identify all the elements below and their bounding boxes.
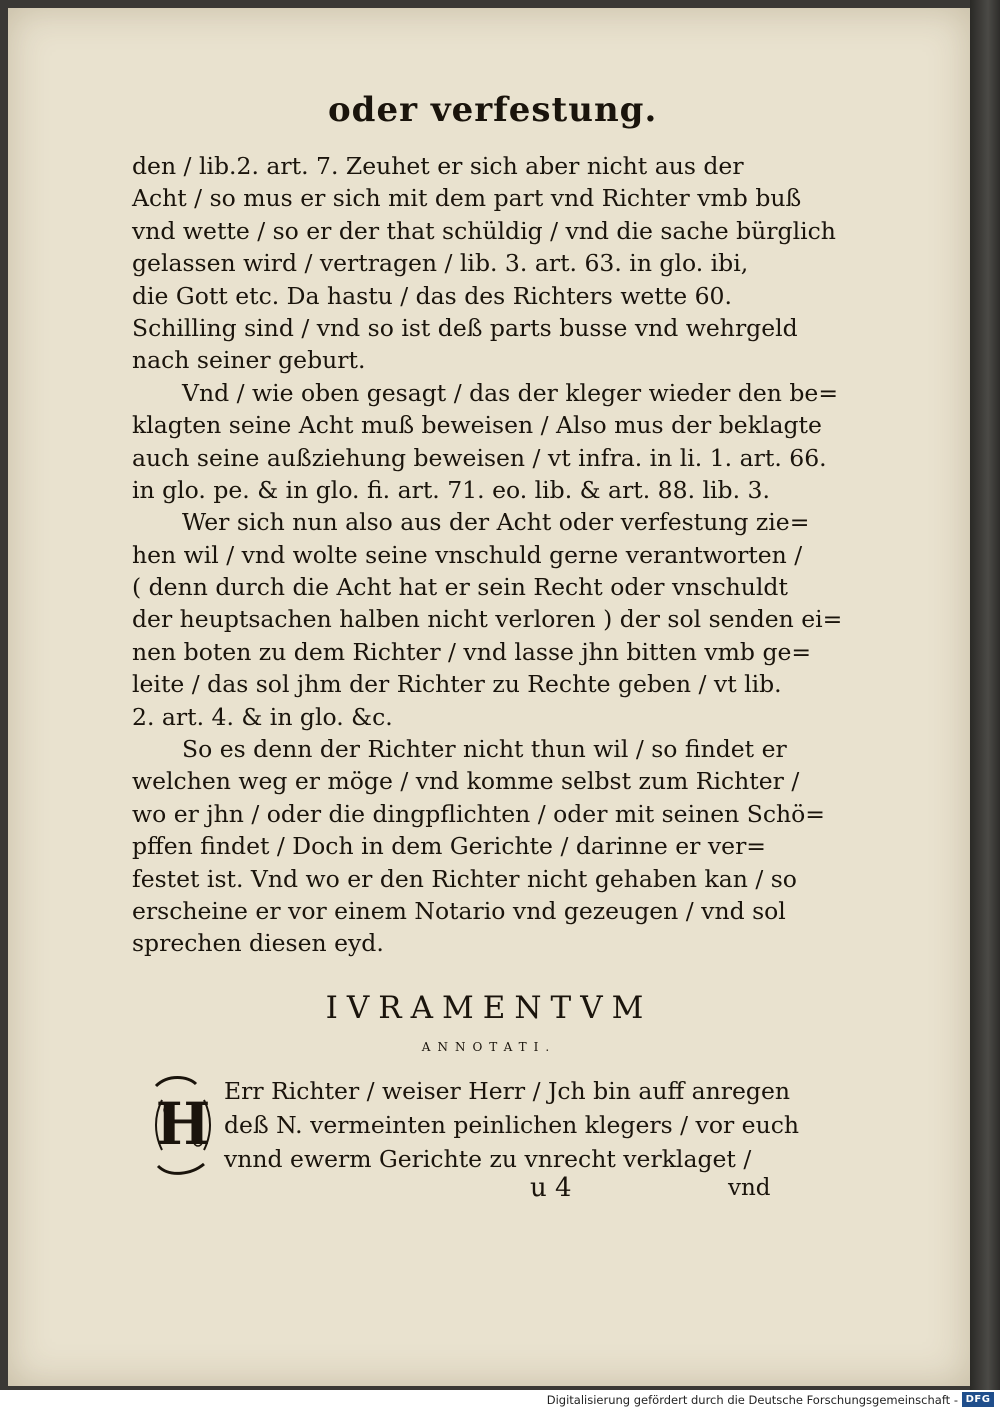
text-line: der heuptsachen halben nicht verloren ) der sol senden ei=: [132, 605, 843, 634]
text-line: nen boten zu dem Richter / vnd lasse jhn bitten vmb ge=: [132, 637, 812, 666]
drop-cap-letter: H: [155, 1090, 211, 1158]
oath-text: [224, 1074, 800, 1176]
text-line: pffen findet / Doch in dem Gerichte / darinne er ver=: [132, 832, 766, 861]
text-line: Wer sich nun also aus der Acht oder verfestung zie=: [182, 508, 810, 537]
text-line: 2. art. 4. & in glo. &c.: [132, 702, 393, 731]
text-line: deß N. vermeinten peinlichen klegers / vor euch: [224, 1111, 800, 1139]
oath-subtitle: ANNOTATI.: [421, 1040, 557, 1054]
footer-bar: [0, 1390, 1000, 1410]
text-line: hen wil / vnd wolte seine vnschuld gerne verantworten /: [132, 540, 803, 569]
decorated-initial: [148, 1070, 218, 1180]
text-line: auch seine außziehung beweisen / vt infra. in li. 1. art. 66.: [132, 443, 827, 472]
text-line: sprechen diesen eyd.: [132, 929, 384, 958]
text-line: Err Richter / weiser Herr / Jch bin auff anregen: [224, 1077, 791, 1105]
text-line: gelassen wird / vertragen / lib. 3. art. 63. in glo. ibi,: [132, 249, 749, 278]
text-line: Vnd / wie oben gesagt / das der kleger wieder den be=: [182, 378, 839, 407]
dfg-logo: DFG: [962, 1392, 994, 1407]
text-line: erscheine er vor einem Notario vnd gezeugen / vnd sol: [132, 896, 786, 925]
text-line: ( denn durch die Acht hat er sein Recht oder vnschuldt: [132, 573, 788, 602]
text-line: vnnd ewerm Gerichte zu vnrecht verklaget /: [224, 1145, 752, 1173]
page-edge: [970, 0, 1000, 1390]
text-line: den / lib.2. art. 7. Zeuhet er sich aber nicht aus der: [132, 152, 744, 180]
text-line: Acht / so mus er sich mit dem part vnd Richter vmb buß: [132, 184, 802, 213]
text-line: festet ist. Vnd wo er den Richter nicht gehaben kan / so: [132, 864, 797, 893]
oath-title: IVRAMENTVM: [325, 990, 653, 1026]
drop-cap-ornament-icon: [148, 1070, 218, 1180]
text-line: leite / das sol jhm der Richter zu Rechte geben / vt lib.: [132, 670, 782, 699]
text-line: klagten seine Acht muß beweisen / Also mus der beklagte: [132, 411, 822, 440]
running-header: oder verfestung.: [328, 90, 658, 130]
text-line: Schilling sind / vnd so ist deß parts busse vnd wehrgeld: [132, 313, 798, 342]
text-line: vnd wette / so er der that schüldig / vnd die sache bürglich: [132, 216, 836, 245]
text-line: nach seiner geburt.: [132, 346, 366, 375]
text-line: in glo. pe. & in glo. fi. art. 71. eo. lib. & art. 88. lib. 3.: [132, 475, 770, 504]
text-line: welchen weg er möge / vnd komme selbst zum Richter /: [132, 767, 800, 796]
book-page: [8, 8, 970, 1386]
signature-mark: u 4: [530, 1173, 572, 1203]
catchword: vnd: [728, 1175, 771, 1201]
text-line: wo er jhn / oder die dingpflichten / oder mit seinen Schö=: [132, 799, 825, 828]
text-line: So es denn der Richter nicht thun wil / so findet er: [182, 735, 787, 764]
text-line: die Gott etc. Da hastu / das des Richters wette 60.: [132, 281, 732, 310]
funding-notice: Digitalisierung gefördert durch die Deutsche Forschungsgemeinschaft -: [546, 1393, 958, 1407]
body-text: [132, 150, 843, 960]
